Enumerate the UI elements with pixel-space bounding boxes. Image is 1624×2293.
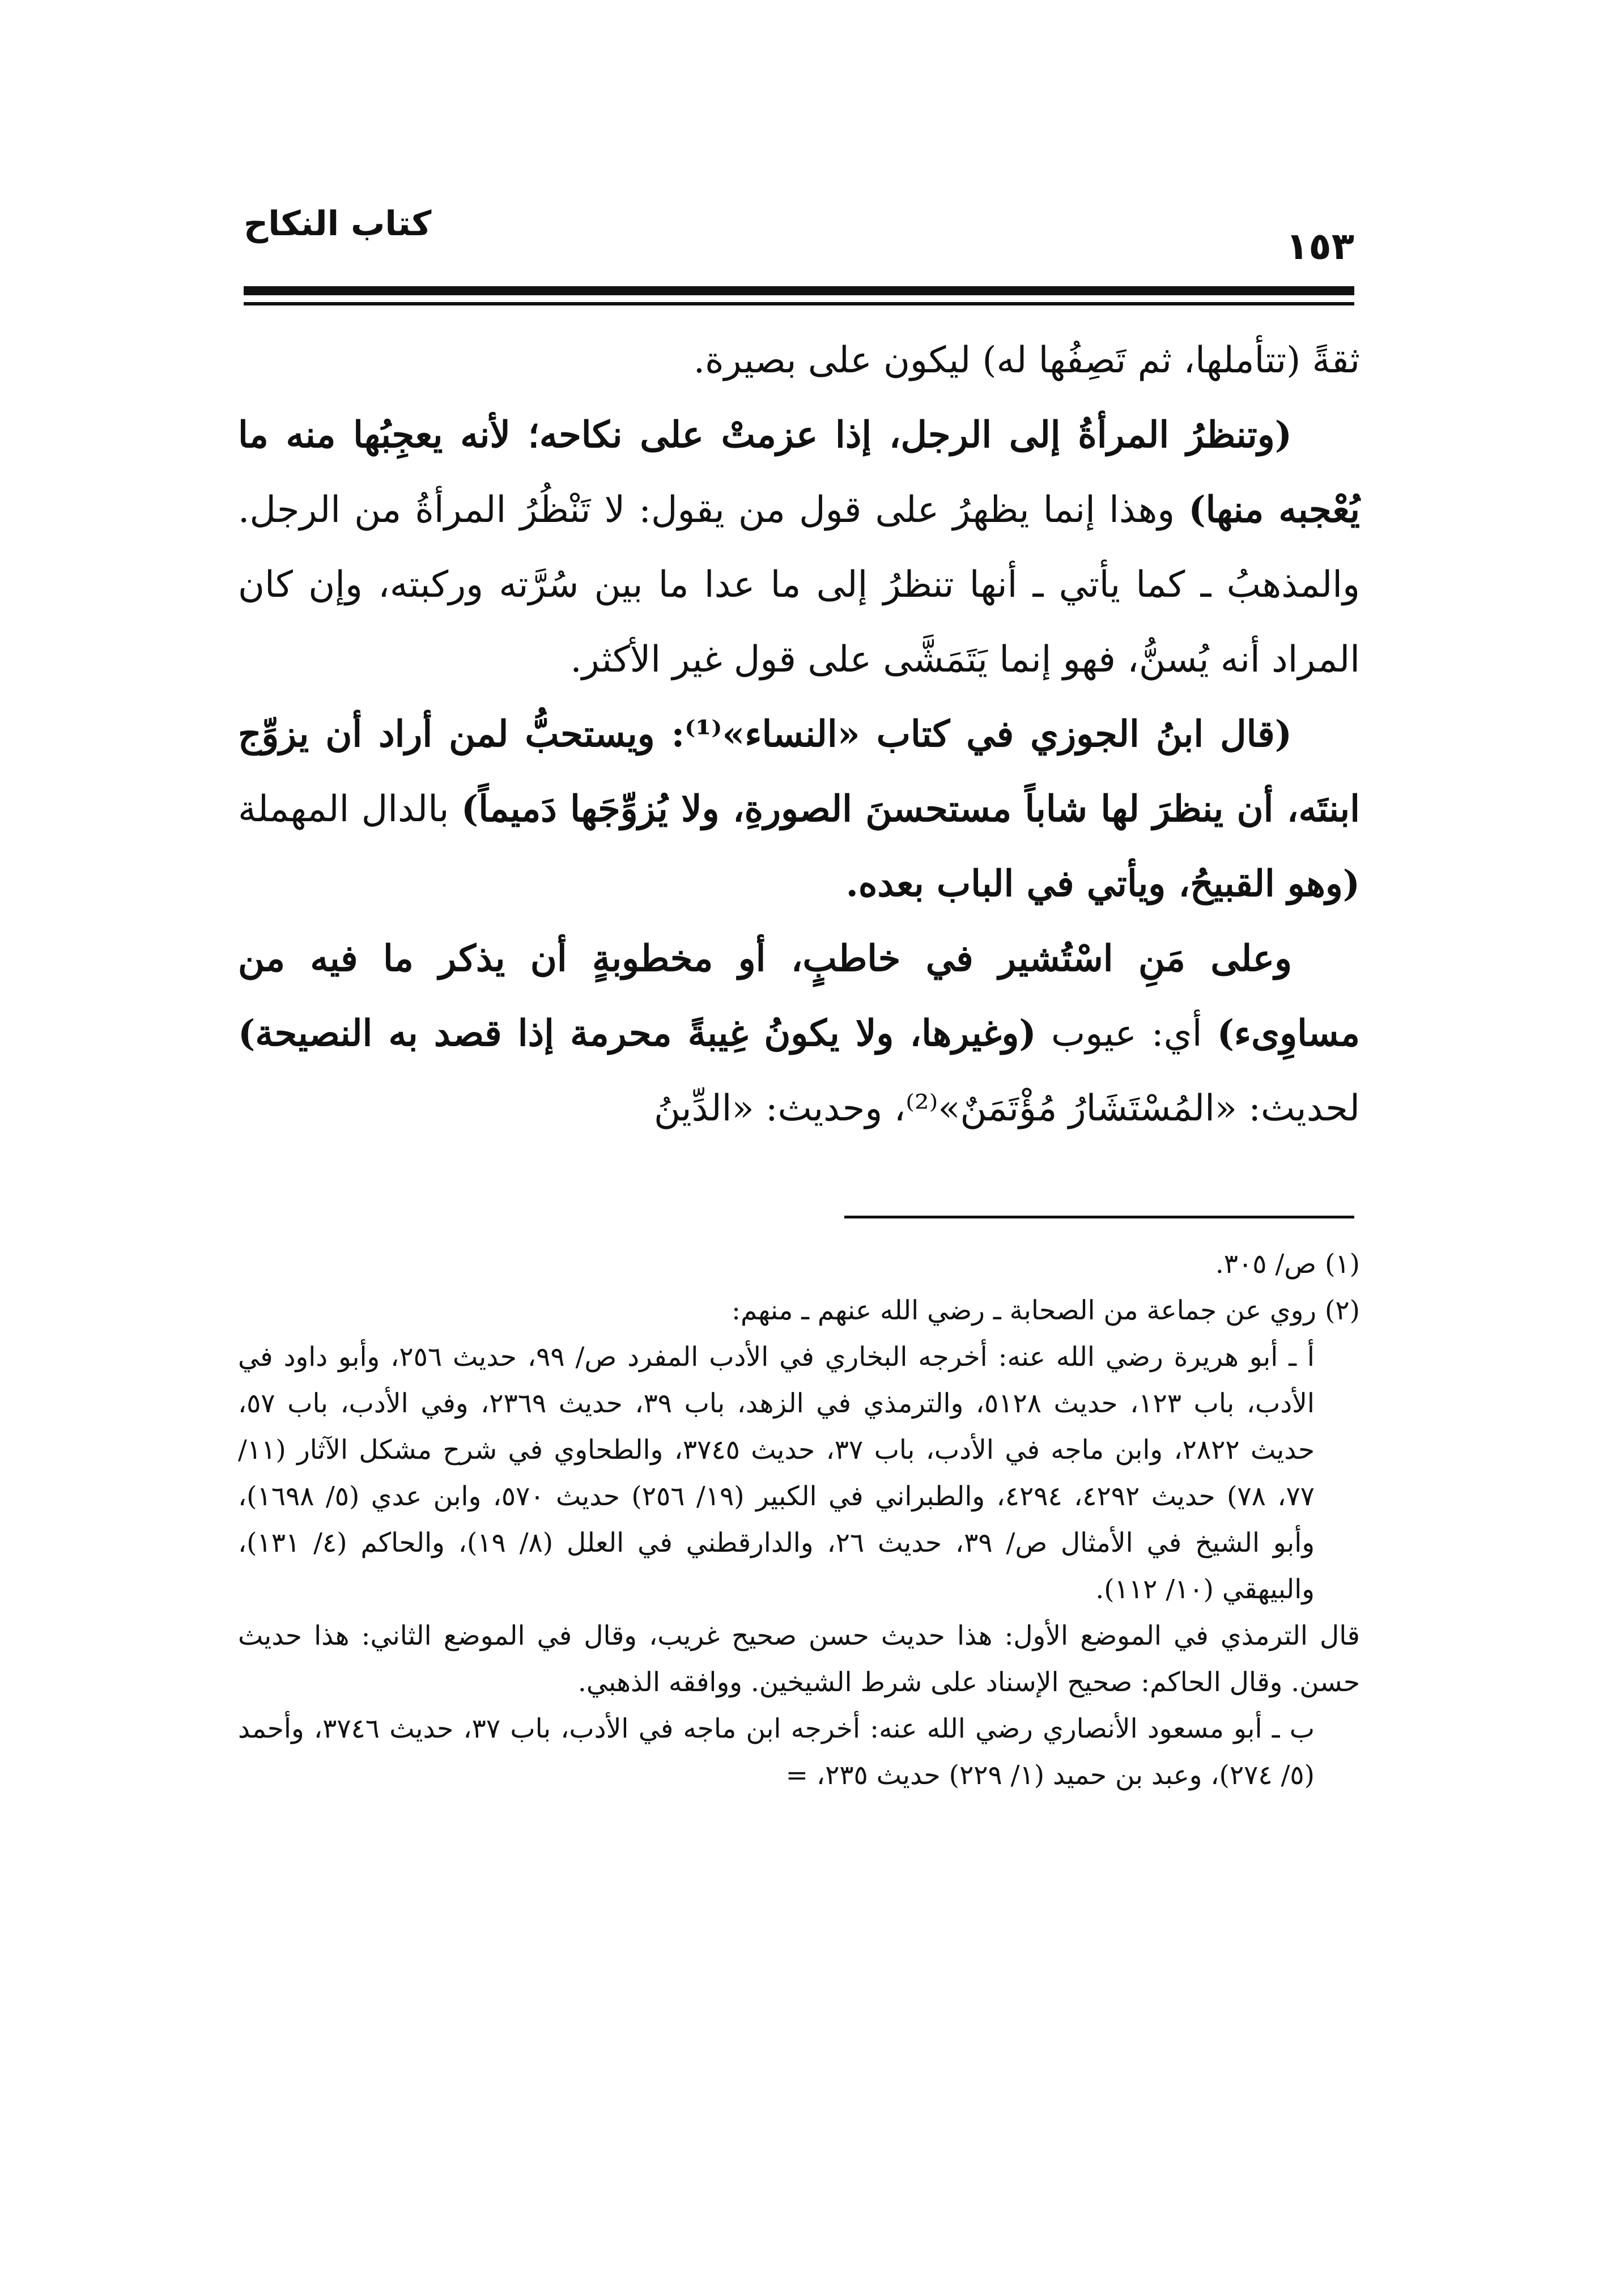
sharh-text: بالدال المهملة xyxy=(238,788,461,830)
paragraph xyxy=(238,398,1360,697)
page-header xyxy=(244,204,1354,295)
footnote-item-b: ب ـ أبو مسعود الأنصاري رضي الله عنه: أخرجه ابن ماجه في الأدب، باب ٣٧، حديث ٣٧٤٦، وأحمد (٥/ ٢٧٤)، وعبد بن حميد (١/ ٢٢٩) حديث ٢٣٥، = xyxy=(238,1713,1315,1791)
sharh-text: وهذا إنما يظهرُ على قول من يقول: لا تَنْظُرُ المرأةُ من الرجل. والمذهبُ ـ كما يأتي ـ أنها تنظرُ إلى ما عدا ما بين سُرَّته وركبته، وإن كان المراد أنه يُسنُّ، فهو إنما يَتَمَشَّى على قول غير الأكثر. xyxy=(238,489,1360,681)
matn-text: (وغيرها، ولا يكونُ غِيبةً محرمة إذا قصد به النصيحة) xyxy=(238,1012,1036,1055)
footnote-item-a: أ ـ أبو هريرة رضي الله عنه: أخرجه البخاري في الأدب المفرد ص/ ٩٩، حديث ٢٥٦، وأبو داود في الأدب، باب ١٢٣، حديث ٥١٢٨، والترمذي في الزهد، باب ٣٩، حديث ٢٣٦٩، وفي الأدب، باب ٥٧، حديث ٢٨٢٢، وابن ماجه في الأدب، باب ٣٧، حديث ٣٧٤٥، والطحاوي في شرح مشكل الآثار (١١/ ٧٧، ٧٨) حديث ٤٢٩٢، ٤٢٩٤، والطبراني في الكبير (١٩/ ٢٥٦) حديث ٥٧٠، وابن عدي (٥/ ١٦٩٨)، وأبو الشيخ في الأمثال ص/ ٣٩، حديث ٢٦، والدارقطني في العلل (٨/ ١٩)، والحاكم (٤/ ١٣١)، والبيهقي (١٠/ ١١٢). xyxy=(238,1341,1315,1605)
matn-text: (وهو القبيحُ، ويأتي في الباب بعده. xyxy=(845,863,1360,905)
footnote-separator xyxy=(844,1216,1354,1218)
footnotes xyxy=(238,1241,1360,2125)
paragraph xyxy=(238,323,1360,398)
paragraph-text: ثقةً (تتأملها، ثم تَصِفُها له) ليكون على بصيرة. xyxy=(693,339,1360,381)
sharh-text: أي: عيوب xyxy=(1036,1013,1217,1055)
paragraph xyxy=(238,922,1360,1146)
paragraph xyxy=(238,697,1360,922)
header-rule-thin xyxy=(244,302,1354,305)
matn-text: (قال ابنُ الجوزي في كتاب «النساء»⁽¹⁾: ويستحبُّ لمن أراد أن يزوِّج ابنتَه، أن ينظرَ لها شاباً مستحسنَ الصورةِ، ولا يُزوِّجَها دَميماً) xyxy=(238,713,1361,830)
matn-text: (وتنظرُ المرأةُ إلى الرجل، إذا عزمتْ على نكاحه؛ لأنه يعجِبُها منه ما يُعْجبه منها) xyxy=(238,414,1361,531)
header-rule-thick xyxy=(244,286,1354,295)
running-title: كتاب النكاح xyxy=(244,204,432,244)
matn-text: وعلى مَنِ اسْتُشير في خاطبٍ، أو مخطوبةٍ أن يذكر ما فيه من مساوِىء) xyxy=(238,937,1360,1055)
footnote-comment: قال الترمذي في الموضع الأول: هذا حديث حسن صحيح غريب، وقال في الموضع الثاني: هذا حديث حسن. وقال الحاكم: صحيح الإسناد على شرط الشيخين. ووافقه الذهبي. xyxy=(238,1620,1360,1698)
main-text xyxy=(238,323,1360,1184)
footnote: (١) ص/ ٣٠٥. xyxy=(1215,1249,1360,1280)
footnote: (٢) روي عن جماعة من الصحابة ـ رضي الله عنهم ـ منهم: xyxy=(732,1295,1360,1326)
sharh-text: لحديث: «المُسْتَشَارُ مُؤْتَمَنٌ»⁽²⁾، وحديث: «الدِّينُ xyxy=(654,1088,1360,1129)
page-number: ١٥٣ xyxy=(1286,224,1354,268)
